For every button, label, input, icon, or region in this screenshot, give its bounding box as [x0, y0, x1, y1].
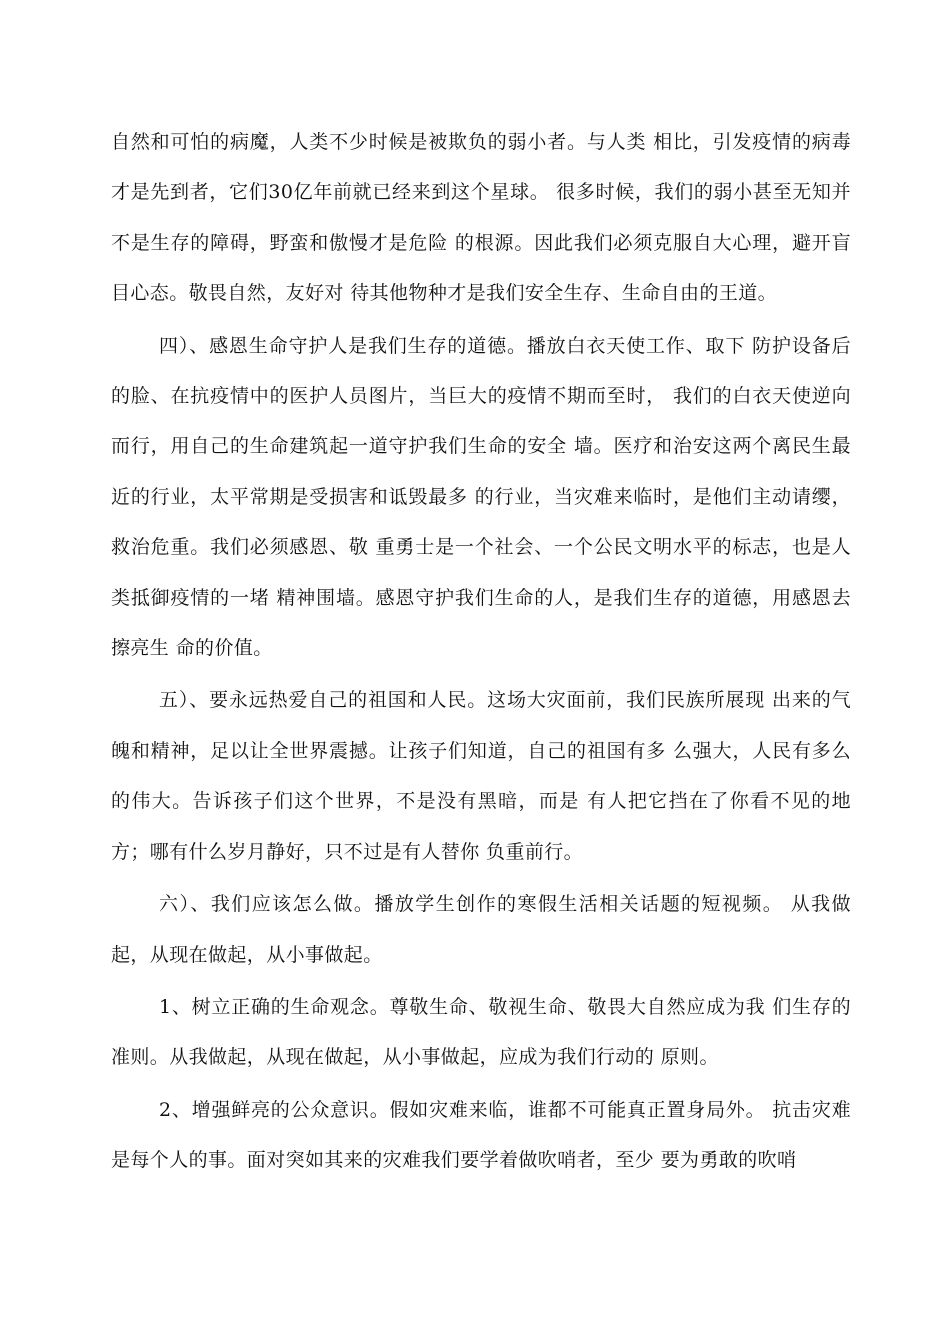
paragraph-5: 1、树立正确的生命观念。尊敬生命、敬视生命、敬畏大自然应成为我 们生存的准则。从我做起，从现在做起，从小事做起，应成为我们行动的 原则。: [111, 995, 851, 1069]
document-body: [111, 117, 851, 1186]
paragraph-1: 自然和可怕的病魔，人类不少时候是被欺负的弱小者。与人类 相比，引发疫情的病毒才是先到者，它们30亿年前就已经来到这个星球。 很多时候，我们的弱小甚至无知并不是生存的障碍，野蛮和傲慢才是危险 的根源。因此我们必须克服自大心理，避开盲目心态。敬畏自然，友好对 待其他物种才是我们安全生存、生命自由的王道。: [111, 131, 851, 305]
paragraph-6: 2、增强鲜亮的公众意识。假如灾难来临，谁都不可能真正置身局外。 抗击灾难是每个人的事。面对突如其来的灾难我们要学着做吹哨者，至少 要为勇敢的吹哨: [111, 1098, 851, 1172]
paragraph-3: 五）、要永远热爱自己的祖国和人民。这场大灾面前，我们民族所展现 出来的气魄和精神，足以让全世界震撼。让孩子们知道，自己的祖国有多 么强大，人民有多么的伟大。告诉孩子们这个世界，不是没有黑暗，而是 有人把它挡在了你看不见的地方；哪有什么岁月静好，只不过是有人替你 负重前行。: [111, 689, 851, 863]
paragraph-4: 六）、我们应该怎么做。播放学生创作的寒假生活相关话题的短视频。 从我做起，从现在做起，从小事做起。: [111, 893, 851, 966]
paragraph-2: 四）、感恩生命守护人是我们生存的道德。播放白衣天使工作、取下 防护设备后的脸、在抗疫情中的医护人员图片，当巨大的疫情不期而至时， 我们的白衣天使逆向而行，用自己的生命建筑起一道守护我们生命的安全 墙。医疗和治安这两个离民生最近的行业，太平常期是受损害和诋毁最多 的行业，当灾难来临时，是他们主动请缨，救治危重。我们必须感恩、敬 重勇士是一个社会、一个公民文明水平的标志，也是人类抵御疫情的一堵 精神围墙。感恩守护我们生命的人，是我们生存的道德，用感恩去擦亮生 命的价值。: [111, 334, 851, 660]
